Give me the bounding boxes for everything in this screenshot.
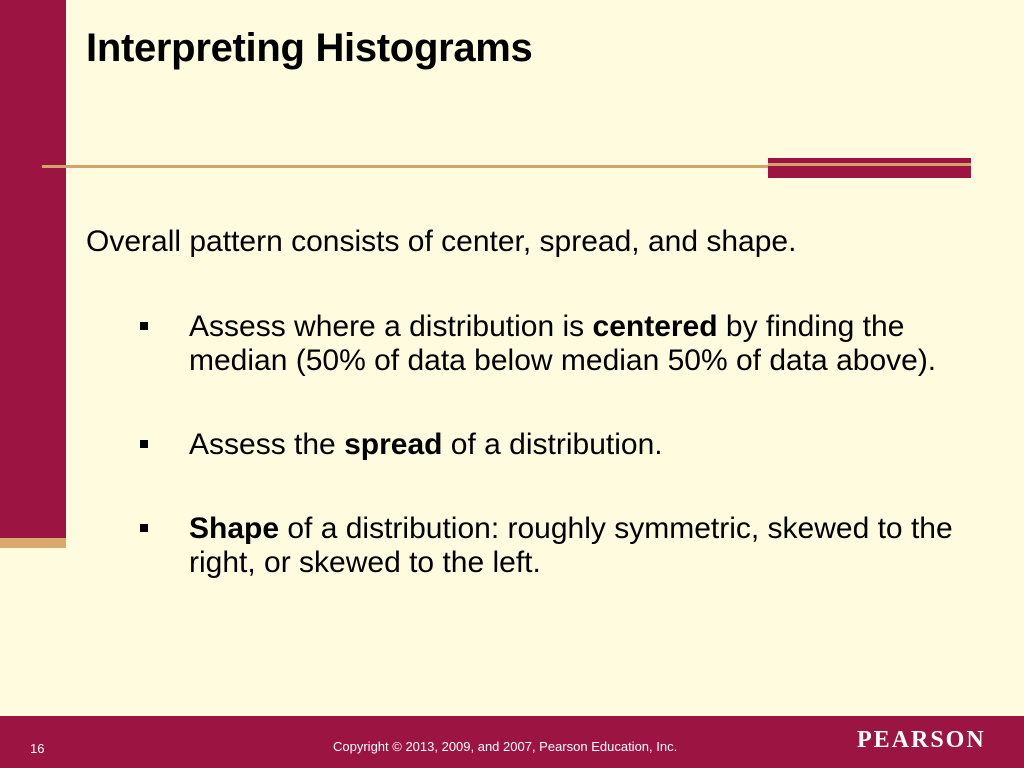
bullet-emphasis: centered [592,310,718,343]
bullet-item-spread [138,428,988,462]
bullet-text: Assess the [189,428,345,461]
title-divider [42,165,770,168]
left-accent-stripe [0,538,66,548]
bullet-text: by finding the median (50% of data below median 50% of data above). [189,310,937,377]
slide-title: Interpreting Histograms [86,26,533,70]
pearson-logo: PEARSON [857,727,986,753]
intro-text: Overall pattern consists of center, spread, and shape. [86,225,797,258]
bullet-emphasis: spread [344,428,443,461]
copyright-text: Copyright © 2013, 2009, and 2007, Pearson Education, Inc. [333,739,678,754]
page-number: 16 [30,741,45,756]
footer-bar [0,716,1024,768]
square-bullet-icon [140,440,148,448]
bullet-text: of a distribution: roughly symmetric, skewed to the right, or skewed to the left. [189,512,953,579]
left-accent-bar [0,0,66,540]
bullet-text: Assess where a distribution is [189,310,593,343]
square-bullet-icon [140,524,148,532]
bullet-item-center [138,310,988,378]
square-bullet-icon [140,322,148,330]
bullet-list [138,310,988,630]
divider-accent-block [768,158,971,178]
bullet-item-shape [138,512,988,580]
bullet-emphasis: Shape [189,512,280,545]
bullet-text: of a distribution. [442,428,663,461]
